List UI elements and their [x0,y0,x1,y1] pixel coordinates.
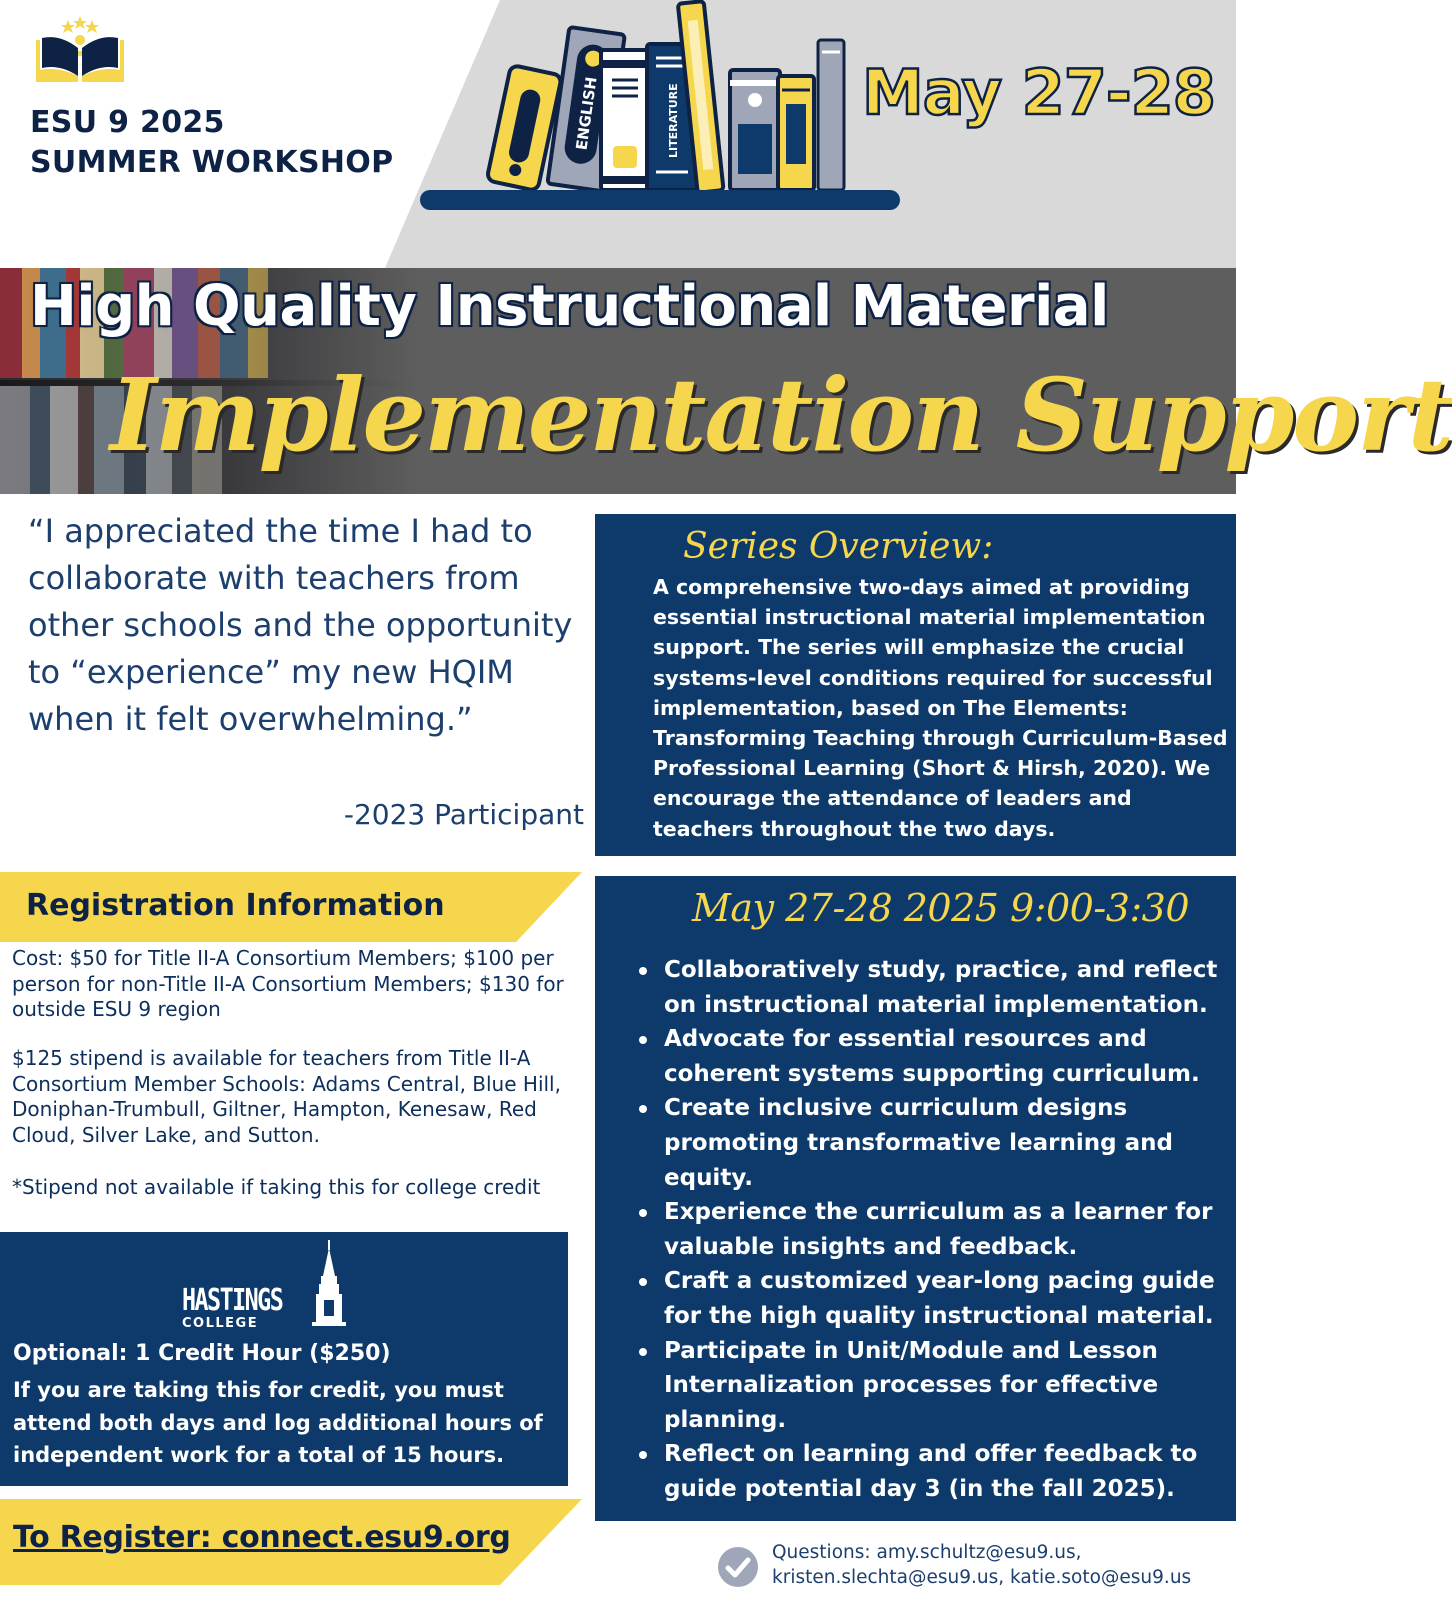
contact-line-1[interactable]: Questions: amy.schultz@esu9.us, [772,1542,1082,1563]
org-name-line-2: SUMMER WORKSHOP [30,145,394,180]
contact-info [772,1540,1232,1590]
registration-stipend: $125 stipend is available for teachers from Title II-A Consortium Member Schools: Adams Central, Blue Hill, Doniphan-Trumbull, Giltner, Hampton, Kenesaw, Red Cloud, Silver Lake, and Sutton. [12,1046,561,1147]
date-banner: May 27-28 [862,56,1215,129]
schedule-item: Reflect on learning and offer feedback to guide potential day 3 (in the fall 2025). [634,1437,1234,1506]
registration-note: *Stipend not available if taking this for college credit [12,1175,541,1199]
title-line-2: Implementation Support [110,356,1452,474]
schedule-item: Create inclusive curriculum designs promoting transformative learning and equity. [634,1091,1234,1195]
credit-title: Optional: 1 Credit Hour ($250) [13,1341,391,1366]
schedule-list [634,953,1234,1507]
register-link[interactable]: To Register: connect.esu9.org [13,1520,511,1555]
hastings-logo-sub: COLLEGE [182,1316,259,1331]
overview-body: A comprehensive two-days aimed at providing essential instructional material implementation support. The series will emphasize the crucial systems-level conditions required for successful implementation, based on The Elements: Transforming Teaching through Curriculum-Based Professional Learning (Short & Hirsh, 2020). We encourage the attendance of leaders and teachers throughout the two days. [653,575,1228,841]
check-circle-icon [716,1545,760,1589]
book-spine-english: ENGLISH [572,75,601,152]
overview-heading: Series Overview: [683,526,994,567]
book-spine-literature: LITERATURE [667,83,680,158]
registration-cost: Cost: $50 for Title II-A Consortium Members; $100 per person for non-Title II-A Consortium Members; $130 for outside ESU 9 region [12,946,564,1021]
quote-attribution: -2023 Participant [343,798,584,831]
contact-line-2[interactable]: kristen.slechta@esu9.us, katie.soto@esu9.us [772,1567,1192,1588]
schedule-heading: May 27-28 2025 9:00-3:30 [692,886,1190,930]
registration-heading: Registration Information [26,888,445,923]
title-line-1: High Quality Instructional Material [30,274,1109,339]
credit-body: If you are taking this for credit, you must attend both days and log additional hours of independent work for a total of 15 hours. [13,1378,543,1467]
org-name-line-1: ESU 9 2025 [30,105,225,140]
hastings-logo-name: HASTINGS [182,1283,283,1318]
participant-quote: “I appreciated the time I had to collaborate with teachers from other schools and the opportunity to “experience” my new HQIM when it felt overwhelming.” [28,512,573,738]
schedule-item: Craft a customized year-long pacing guide for the high quality instructional material. [634,1264,1234,1333]
schedule-item: Collaboratively study, practice, and reflect on instructional material implementation. [634,953,1234,1022]
open-book-logo-icon [32,14,128,86]
schedule-item: Advocate for essential resources and coherent systems supporting curriculum. [634,1022,1234,1091]
schedule-item: Participate in Unit/Module and Lesson Internalization processes for effective planning. [634,1334,1234,1438]
bookshelf-illustration-icon [420,0,920,220]
schedule-item: Experience the curriculum as a learner for valuable insights and feedback. [634,1195,1234,1264]
title-band [0,268,1452,494]
